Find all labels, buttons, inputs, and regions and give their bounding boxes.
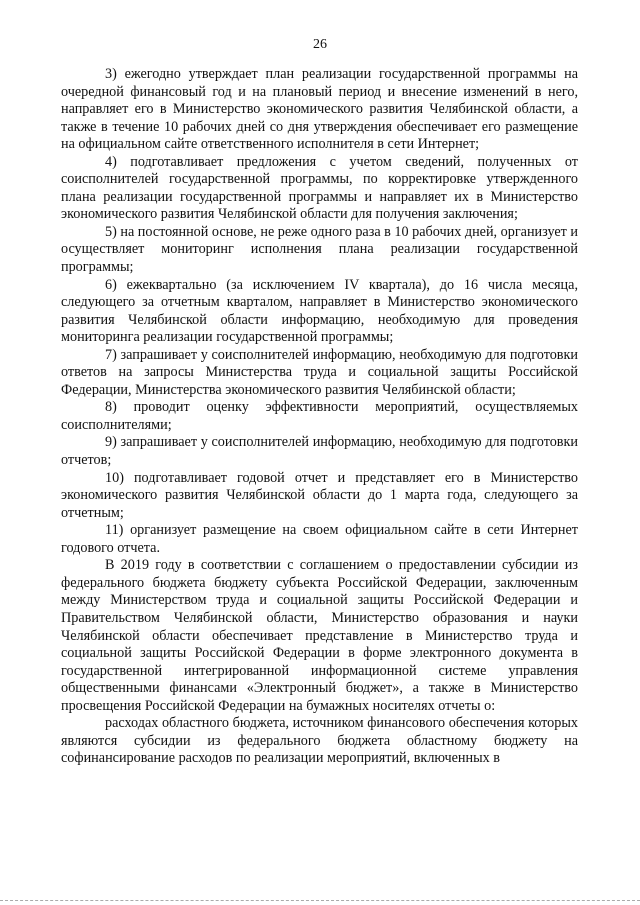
- scan-edge-line: [0, 900, 640, 902]
- paragraph-item-4: 4) подготавливает предложения с учетом сведений, полученных от соисполнителей государственной программы, по корректировке утвержденного плана реализации государственной программы и направляет их в Министерство экономического развития Челябинской области для получения заключения;: [61, 153, 578, 223]
- paragraph-regional-budget-expenses: расходах областного бюджета, источником финансового обеспечения которых являются субсидии из федерального бюджета областному бюджету на софинансирование расходов по реализации мероприятий, включенных в: [61, 715, 578, 767]
- paragraph-item-11: 11) организует размещение на своем официальном сайте в сети Интернет годового отчета.: [61, 522, 578, 556]
- paragraph-item-8: 8) проводит оценку эффективности мероприятий, осуществляемых соисполнителями;: [61, 399, 578, 433]
- document-body: [61, 66, 578, 768]
- paragraph-subsidy-reporting: В 2019 году в соответствии с соглашением о предоставлении субсидии из федерального бюджета бюджету субъекта Российской Федерации, заключенным между Министерством труда и социальной защиты Российской Федерации и Правительством Челябинской области, Министерство образования и науки Челябинской области обеспечивает представление в Министерство труда и социальной защиты Российской Федерации в форме электронного документа в государственной интегрированной информационной системе управления общественными финансами «Электронный бюджет», а также в Министерство просвещения Российской Федерации на бумажных носителях отчеты о:: [61, 557, 578, 714]
- paragraph-item-7: 7) запрашивает у соисполнителей информацию, необходимую для подготовки ответов на запросы Министерства труда и социальной защиты Российской Федерации, Министерства экономического развития Челябинской области;: [61, 346, 578, 398]
- paragraph-item-3: 3) ежегодно утверждает план реализации государственной программы на очередной финансовый год и на плановый период и внесение изменений в него, направляет его в Министерство экономического развития Челябинской области, а также в течение 10 рабочих дней со дня утверждения обеспечивает его размещение на официальном сайте ответственного исполнителя в сети Интернет;: [61, 66, 578, 153]
- page-number: 26: [313, 37, 327, 52]
- paragraph-item-5: 5) на постоянной основе, не реже одного раза в 10 рабочих дней, организует и осуществляет мониторинг исполнения плана реализации государственной программы;: [61, 223, 578, 276]
- paragraph-item-9: 9) запрашивает у соисполнителей информацию, необходимую для подготовки отчетов;: [61, 434, 578, 469]
- paragraph-item-6: 6) ежеквартально (за исключением IV квартала), до 16 числа месяца, следующего за отчетным кварталом, направляет в Министерство экономического развития Челябинской области информацию, необходимую для проведения мониторинга реализации государственной программы;: [61, 276, 578, 346]
- paragraph-item-10: 10) подготавливает годовой отчет и представляет его в Министерство экономического развития Челябинской области до 1 марта года, следующего за отчетным;: [61, 469, 578, 521]
